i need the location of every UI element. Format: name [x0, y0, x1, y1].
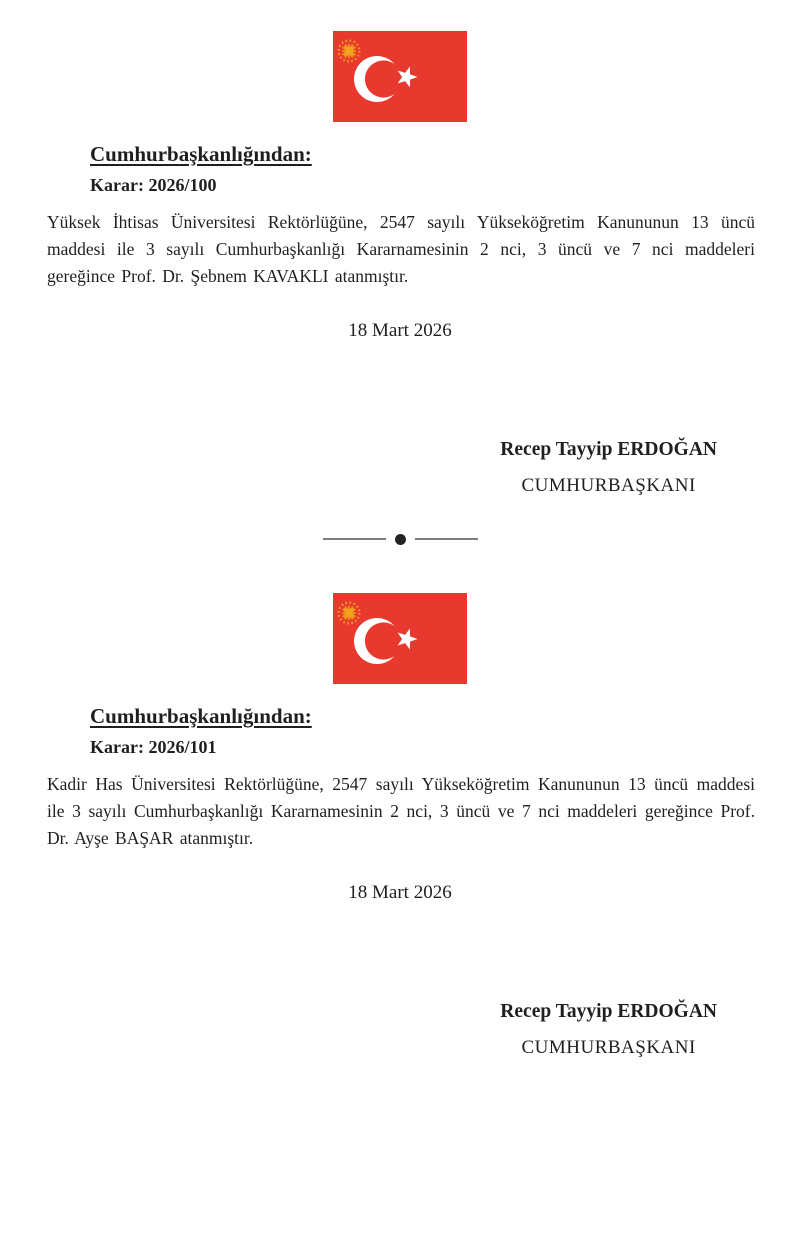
decree-body-text: Kadir Has Üniversitesi Rektörlüğüne, 2547 sayılı Yükseköğretim Kanununun 13 üncü maddesi ile 3 sayılı Cumhurbaşkanlığı Kararnamesinin 2 nci, 3 üncü ve 7 nci maddeleri gereğince Prof. Dr. Ayşe BAŞAR atanmıştır. [47, 774, 755, 848]
divider-dot-icon [395, 534, 406, 545]
flag-container [0, 545, 800, 684]
decree-date: 18 Mart 2026 [348, 882, 452, 903]
decree-number: Karar: 2026/101 [90, 737, 217, 757]
turkish-presidential-flag-icon [333, 593, 467, 684]
divider-left-rule [323, 538, 386, 540]
decree-heading: Cumhurbaşkanlığından: [90, 142, 312, 166]
decree-body-text: Yüksek İhtisas Üniversitesi Rektörlüğüne, 2547 sayılı Yükseköğretim Kanununun 13 üncü maddesi ile 3 sayılı Cumhurbaşkanlığı Kararnamesinin 2 nci, 3 üncü ve 7 nci maddeleri gereğince Prof. Dr. Şebnem KAVAKLI atanmıştır. [47, 212, 755, 286]
decree-date: 18 Mart 2026 [348, 320, 452, 341]
signature-name: Recep Tayyip ERDOĞAN [500, 1001, 717, 1022]
flag-container [0, 0, 800, 122]
signature-title: CUMHURBAŞKANI [521, 475, 696, 496]
signature-block [500, 1001, 717, 1059]
divider-right-rule [415, 538, 478, 540]
signature-name: Recep Tayyip ERDOĞAN [500, 439, 717, 460]
section-divider [0, 533, 800, 545]
turkish-presidential-flag-icon [333, 31, 467, 122]
decree-section-2 [0, 545, 800, 1059]
signature-title: CUMHURBAŞKANI [521, 1037, 696, 1058]
signature-block [500, 439, 717, 497]
decree-heading: Cumhurbaşkanlığından: [90, 704, 312, 728]
decree-number: Karar: 2026/100 [90, 175, 217, 195]
decree-section-1 [0, 0, 800, 497]
